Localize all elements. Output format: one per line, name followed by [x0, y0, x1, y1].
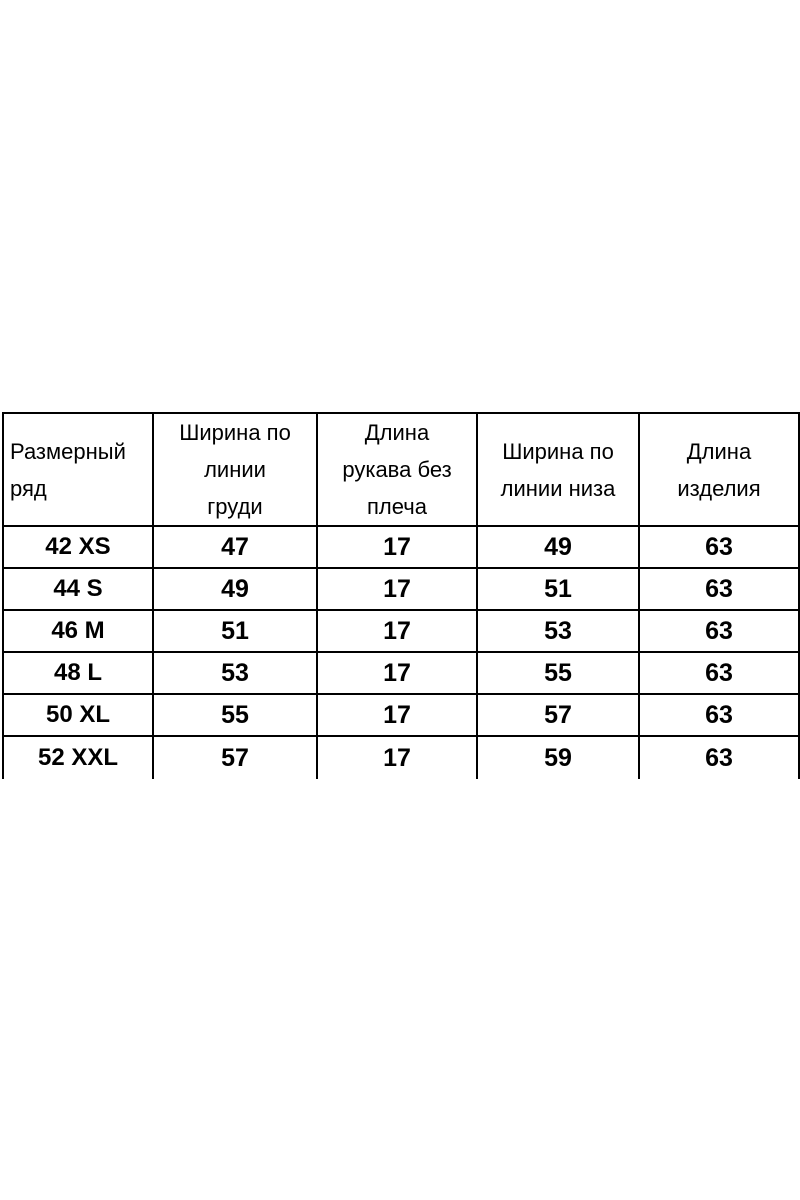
cell-garment-length: 63 — [639, 526, 799, 568]
cell-size: 48 L — [3, 652, 153, 694]
cell-hem-width: 51 — [477, 568, 639, 610]
table-header — [3, 413, 799, 526]
cell-hem-width: 55 — [477, 652, 639, 694]
cell-sleeve-length: 17 — [317, 568, 477, 610]
cell-hem-width: 53 — [477, 610, 639, 652]
table-row — [3, 526, 799, 568]
cell-sleeve-length: 17 — [317, 652, 477, 694]
table-row — [3, 694, 799, 736]
cell-garment-length: 63 — [639, 736, 799, 779]
cell-sleeve-length: 17 — [317, 736, 477, 779]
cell-size: 52 XXL — [3, 736, 153, 779]
cell-sleeve-length: 17 — [317, 610, 477, 652]
cell-hem-width: 57 — [477, 694, 639, 736]
table-row — [3, 736, 799, 779]
cell-size: 42 XS — [3, 526, 153, 568]
cell-chest-width: 51 — [153, 610, 317, 652]
cell-chest-width: 47 — [153, 526, 317, 568]
cell-garment-length: 63 — [639, 652, 799, 694]
cell-garment-length: 63 — [639, 610, 799, 652]
cell-chest-width: 53 — [153, 652, 317, 694]
cell-sleeve-length: 17 — [317, 526, 477, 568]
header-garment-length: Длина изделия — [639, 413, 799, 526]
cell-garment-length: 63 — [639, 568, 799, 610]
cell-chest-width: 49 — [153, 568, 317, 610]
table-row — [3, 568, 799, 610]
cell-chest-width: 57 — [153, 736, 317, 779]
header-size-range: Размерный ряд — [3, 413, 153, 526]
cell-size: 44 S — [3, 568, 153, 610]
header-sleeve-length: Длина рукава без плеча — [317, 413, 477, 526]
cell-garment-length: 63 — [639, 694, 799, 736]
size-chart-table — [2, 412, 800, 779]
cell-hem-width: 49 — [477, 526, 639, 568]
header-chest-width: Ширина по линии груди — [153, 413, 317, 526]
table-body — [3, 526, 799, 779]
header-hem-width: Ширина по линии низа — [477, 413, 639, 526]
table-row — [3, 610, 799, 652]
cell-size: 46 M — [3, 610, 153, 652]
cell-sleeve-length: 17 — [317, 694, 477, 736]
table-row — [3, 652, 799, 694]
cell-hem-width: 59 — [477, 736, 639, 779]
header-row — [3, 413, 799, 526]
cell-size: 50 XL — [3, 694, 153, 736]
cell-chest-width: 55 — [153, 694, 317, 736]
